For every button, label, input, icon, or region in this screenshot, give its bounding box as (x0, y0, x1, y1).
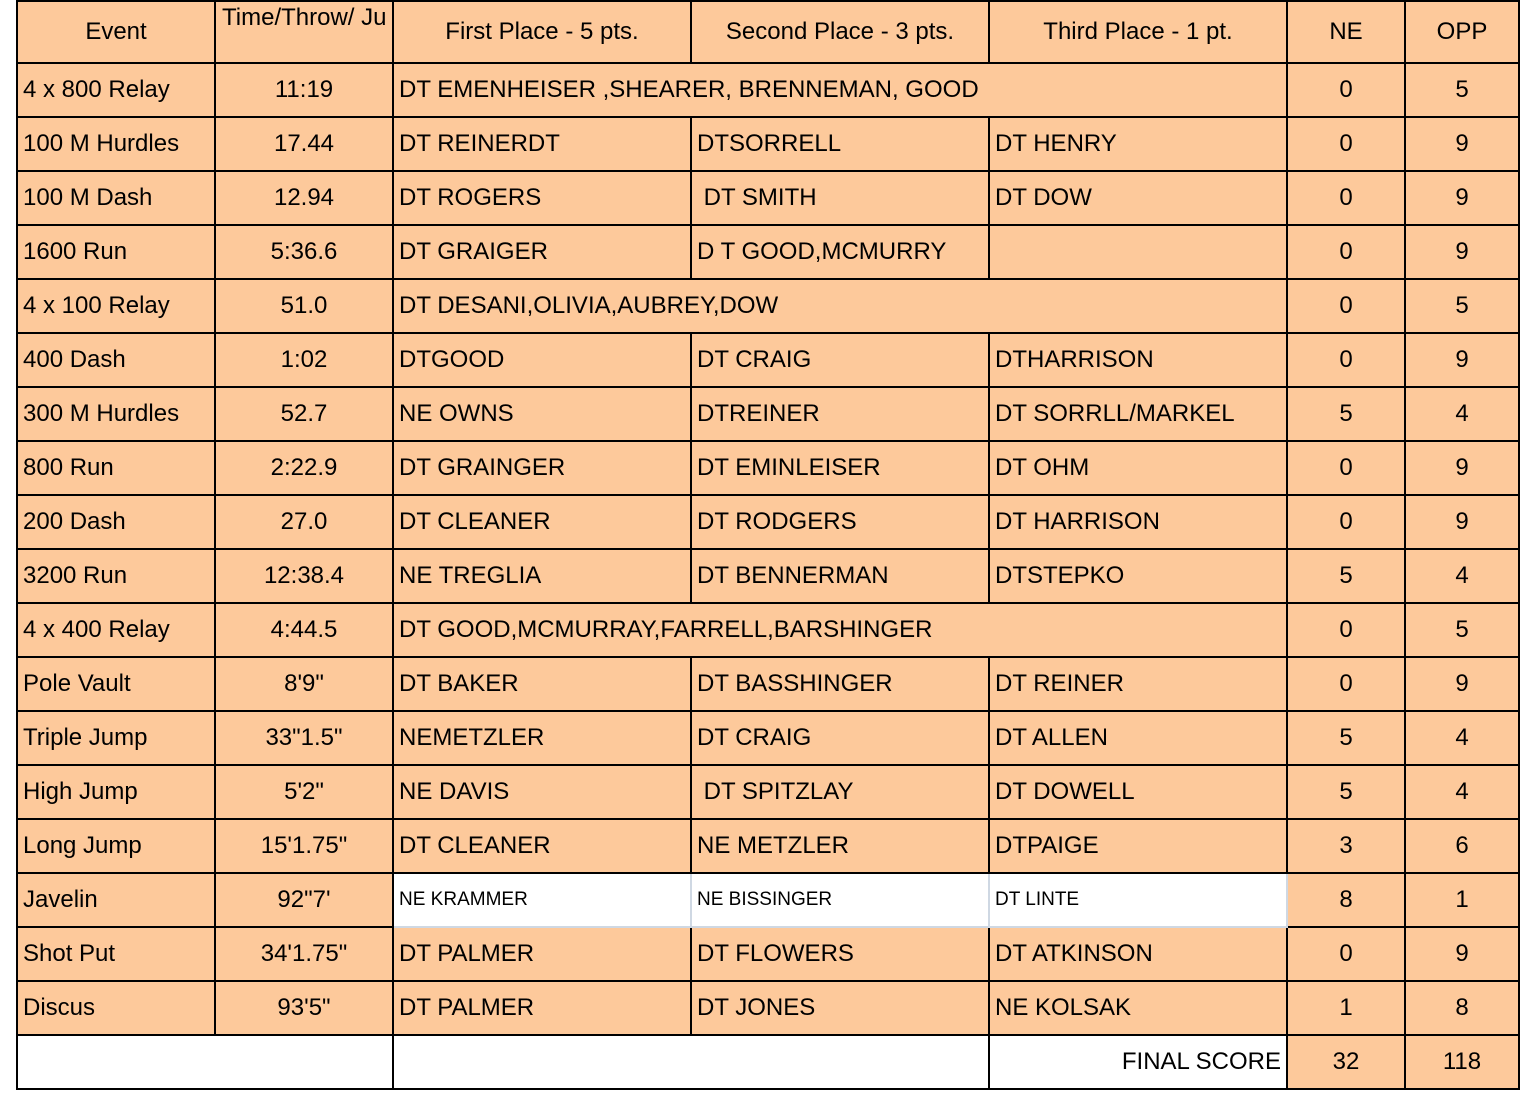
header-time: Time/Throw/ Ju (215, 1, 393, 63)
ne-score-cell: 0 (1287, 495, 1405, 549)
first-place-cell: DT CLEANER (393, 819, 691, 873)
event-cell: 4 x 800 Relay (17, 63, 215, 117)
time-cell: 12:38.4 (215, 549, 393, 603)
time-cell: 92"7' (215, 873, 393, 927)
third-place-cell: DT OHM (989, 441, 1287, 495)
event-cell: 3200 Run (17, 549, 215, 603)
table-row (17, 657, 1519, 711)
ne-score-cell: 5 (1287, 387, 1405, 441)
event-cell: 1600 Run (17, 225, 215, 279)
time-cell: 27.0 (215, 495, 393, 549)
second-place-cell: DT CRAIG (691, 333, 989, 387)
second-place-cell: DT CRAIG (691, 711, 989, 765)
ne-score-cell: 0 (1287, 333, 1405, 387)
table-row (17, 387, 1519, 441)
table-row (17, 117, 1519, 171)
second-place-cell: NE METZLER (691, 819, 989, 873)
first-place-cell: DT CLEANER (393, 495, 691, 549)
event-cell: 4 x 100 Relay (17, 279, 215, 333)
table-row (17, 63, 1519, 117)
first-place-cell: NE OWNS (393, 387, 691, 441)
event-cell: 100 M Dash (17, 171, 215, 225)
third-place-cell: DT ALLEN (989, 711, 1287, 765)
first-place-cell: DT GRAINGER (393, 441, 691, 495)
event-cell: 100 M Hurdles (17, 117, 215, 171)
third-place-cell: DT DOWELL (989, 765, 1287, 819)
ne-score-cell: 0 (1287, 63, 1405, 117)
ne-score-cell: 5 (1287, 711, 1405, 765)
table-row (17, 225, 1519, 279)
second-place-cell: DT JONES (691, 981, 989, 1035)
table-row (17, 495, 1519, 549)
third-place-cell: DT SORRLL/MARKEL (989, 387, 1287, 441)
results-table (16, 0, 1520, 1090)
opp-score-cell: 9 (1405, 657, 1519, 711)
opp-score-cell: 1 (1405, 873, 1519, 927)
table-row (17, 711, 1519, 765)
opp-score-cell: 9 (1405, 333, 1519, 387)
opp-score-cell: 8 (1405, 981, 1519, 1035)
header-third-place: Third Place - 1 pt. (989, 1, 1287, 63)
second-place-cell: DT SPITZLAY (691, 765, 989, 819)
third-place-cell: DT DOW (989, 171, 1287, 225)
header-ne: NE (1287, 1, 1405, 63)
table-row (17, 927, 1519, 981)
time-cell: 12.94 (215, 171, 393, 225)
table-row (17, 279, 1519, 333)
second-place-cell: D T GOOD,MCMURRY (691, 225, 989, 279)
event-cell: Discus (17, 981, 215, 1035)
table-row (17, 873, 1519, 927)
table-row (17, 441, 1519, 495)
event-cell: 4 x 400 Relay (17, 603, 215, 657)
event-cell: Javelin (17, 873, 215, 927)
ne-score-cell: 0 (1287, 657, 1405, 711)
third-place-cell: DT HARRISON (989, 495, 1287, 549)
time-cell: 2:22.9 (215, 441, 393, 495)
third-place-cell: DTSTEPKO (989, 549, 1287, 603)
empty-cell (393, 1035, 989, 1089)
opp-score-cell: 9 (1405, 117, 1519, 171)
opp-score-cell: 5 (1405, 63, 1519, 117)
third-place-cell (989, 225, 1287, 279)
first-place-cell: NE TREGLIA (393, 549, 691, 603)
first-place-cell: DT REINERDT (393, 117, 691, 171)
second-place-cell: DT BENNERMAN (691, 549, 989, 603)
header-row (17, 1, 1519, 63)
event-cell: Shot Put (17, 927, 215, 981)
ne-score-cell: 0 (1287, 225, 1405, 279)
header-event: Event (17, 1, 215, 63)
third-place-cell: DT HENRY (989, 117, 1287, 171)
time-cell: 93'5" (215, 981, 393, 1035)
table-row (17, 603, 1519, 657)
ne-score-cell: 5 (1287, 765, 1405, 819)
table-row (17, 171, 1519, 225)
opp-score-cell: 5 (1405, 279, 1519, 333)
third-place-cell: DT LINTE (989, 873, 1287, 927)
opp-score-cell: 9 (1405, 441, 1519, 495)
final-score-row (17, 1035, 1519, 1089)
time-cell: 5'2" (215, 765, 393, 819)
first-place-cell: NEMETZLER (393, 711, 691, 765)
table-row (17, 981, 1519, 1035)
time-cell: 4:44.5 (215, 603, 393, 657)
event-cell: 800 Run (17, 441, 215, 495)
opp-score-cell: 9 (1405, 495, 1519, 549)
opp-score-cell: 5 (1405, 603, 1519, 657)
second-place-cell: DT RODGERS (691, 495, 989, 549)
opp-score-cell: 9 (1405, 225, 1519, 279)
opp-score-cell: 4 (1405, 765, 1519, 819)
third-place-cell: DTPAIGE (989, 819, 1287, 873)
second-place-cell: NE BISSINGER (691, 873, 989, 927)
table-row (17, 765, 1519, 819)
first-place-cell: DT GRAIGER (393, 225, 691, 279)
event-cell: Triple Jump (17, 711, 215, 765)
table-row (17, 819, 1519, 873)
event-cell: Long Jump (17, 819, 215, 873)
ne-score-cell: 0 (1287, 441, 1405, 495)
second-place-cell: DTREINER (691, 387, 989, 441)
second-place-cell: DT SMITH (691, 171, 989, 225)
ne-score-cell: 0 (1287, 171, 1405, 225)
second-place-cell: DT FLOWERS (691, 927, 989, 981)
opp-score-cell: 9 (1405, 171, 1519, 225)
ne-score-cell: 1 (1287, 981, 1405, 1035)
event-cell: 400 Dash (17, 333, 215, 387)
relay-team-cell: DT GOOD,MCMURRAY,FARRELL,BARSHINGER (393, 603, 1287, 657)
first-place-cell: NE DAVIS (393, 765, 691, 819)
ne-score-cell: 5 (1287, 549, 1405, 603)
second-place-cell: DT EMINLEISER (691, 441, 989, 495)
event-cell: High Jump (17, 765, 215, 819)
ne-score-cell: 0 (1287, 117, 1405, 171)
time-cell: 33"1.5" (215, 711, 393, 765)
third-place-cell: DT REINER (989, 657, 1287, 711)
relay-team-cell: DT EMENHEISER ,SHEARER, BRENNEMAN, GOOD (393, 63, 1287, 117)
first-place-cell: DT ROGERS (393, 171, 691, 225)
header-opp: OPP (1405, 1, 1519, 63)
final-ne-score: 32 (1287, 1035, 1405, 1089)
opp-score-cell: 4 (1405, 549, 1519, 603)
time-cell: 51.0 (215, 279, 393, 333)
final-score-label: FINAL SCORE (989, 1035, 1287, 1089)
time-cell: 11:19 (215, 63, 393, 117)
time-cell: 15'1.75" (215, 819, 393, 873)
second-place-cell: DT BASSHINGER (691, 657, 989, 711)
header-first-place: First Place - 5 pts. (393, 1, 691, 63)
time-cell: 17.44 (215, 117, 393, 171)
time-cell: 8'9" (215, 657, 393, 711)
first-place-cell: DT BAKER (393, 657, 691, 711)
relay-team-cell: DT DESANI,OLIVIA,AUBREY,DOW (393, 279, 1287, 333)
opp-score-cell: 4 (1405, 387, 1519, 441)
event-cell: Pole Vault (17, 657, 215, 711)
third-place-cell: NE KOLSAK (989, 981, 1287, 1035)
time-cell: 52.7 (215, 387, 393, 441)
ne-score-cell: 0 (1287, 927, 1405, 981)
ne-score-cell: 3 (1287, 819, 1405, 873)
opp-score-cell: 4 (1405, 711, 1519, 765)
opp-score-cell: 9 (1405, 927, 1519, 981)
time-cell: 1:02 (215, 333, 393, 387)
header-second-place: Second Place - 3 pts. (691, 1, 989, 63)
first-place-cell: DT PALMER (393, 927, 691, 981)
ne-score-cell: 0 (1287, 279, 1405, 333)
final-opp-score: 118 (1405, 1035, 1519, 1089)
empty-cell (17, 1035, 393, 1089)
table-row (17, 333, 1519, 387)
time-cell: 34'1.75" (215, 927, 393, 981)
first-place-cell: DT PALMER (393, 981, 691, 1035)
ne-score-cell: 0 (1287, 603, 1405, 657)
event-cell: 200 Dash (17, 495, 215, 549)
second-place-cell: DTSORRELL (691, 117, 989, 171)
third-place-cell: DT ATKINSON (989, 927, 1287, 981)
first-place-cell: NE KRAMMER (393, 873, 691, 927)
first-place-cell: DTGOOD (393, 333, 691, 387)
third-place-cell: DTHARRISON (989, 333, 1287, 387)
time-cell: 5:36.6 (215, 225, 393, 279)
opp-score-cell: 6 (1405, 819, 1519, 873)
table-row (17, 549, 1519, 603)
event-cell: 300 M Hurdles (17, 387, 215, 441)
ne-score-cell: 8 (1287, 873, 1405, 927)
